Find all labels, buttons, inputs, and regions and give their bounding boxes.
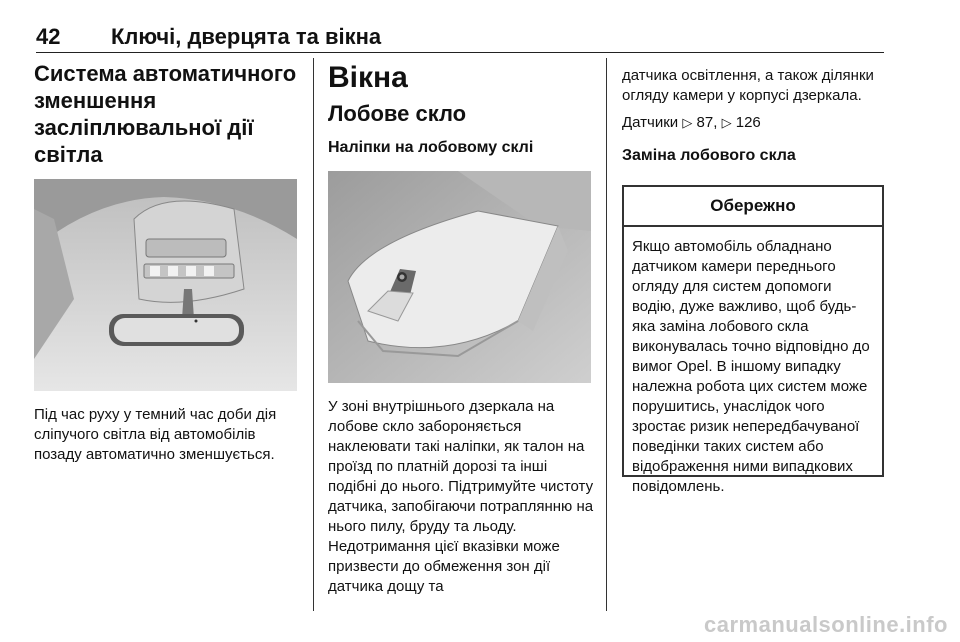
column-divider-2 — [606, 58, 607, 611]
column-2 — [328, 60, 594, 597]
column-3 — [622, 60, 888, 167]
windshield-sensor-illustration — [328, 171, 591, 383]
sensor-continuation-text: датчика освітлення, а також ділянки огляду камери у корпусі дзеркала. — [622, 67, 874, 104]
interior-mirror-illustration — [34, 179, 297, 391]
page-number: 42 — [36, 24, 61, 49]
section-title-antiglare: Система автоматичного зменшення засліплювальної дії світла — [34, 61, 297, 167]
heading-windshield-stickers: Наліпки на лобовому склі — [328, 139, 534, 156]
sticker-warning-text: У зоні внутрішнього дзеркала на лобове скло забороняється наклеювати такі наліпки, як талон на проїзд по платній дорозі та інші подібні до нього. Підтримуйте чистоту датчика, запобігаючи потраплянню на нього пилу, бруду та льоду. Недотримання цієї вказівки може призвести до обмеження зон дії датчика дощу та — [328, 398, 594, 595]
sensors-reference — [622, 113, 888, 133]
chapter-title: Ключі, дверцята та вікна — [111, 24, 382, 49]
watermark: carmanualsonline.info — [704, 612, 948, 637]
caution-text: Якщо автомобіль обладнано датчиком камери переднього огляду для систем допомоги водію, дуже важливо, щоб будь-яка заміна лобового скла виконувалась точно відповідно до вимог Opel. В іншому випадку належна робота цих систем може порушитись, унаслідок чого зростає ризик непередбачуваної поведінки таких систем або відображення ними випадкових повідомлень. — [632, 238, 870, 495]
page-ref-icon: ▷ — [721, 115, 732, 130]
sensors-label: Датчики — [622, 114, 679, 131]
column-1 — [34, 60, 300, 465]
column-divider-1 — [313, 58, 314, 611]
caution-title: Обережно — [624, 187, 882, 227]
page-ref-87[interactable]: 87, — [696, 114, 718, 131]
caution-notice — [622, 185, 884, 495]
heading-windshield-replacement: Заміна лобового скла — [622, 147, 796, 164]
subheading-windshield: Лобове скло — [328, 101, 467, 126]
chapter-heading-windows: Вікна — [328, 61, 408, 94]
header-rule — [36, 52, 884, 53]
page-ref-icon: ▷ — [682, 115, 693, 130]
page-header — [36, 24, 884, 54]
page-ref-126[interactable]: 126 — [735, 114, 761, 131]
antiglare-description: Під час руху у темний час доби дія сліпучого світла від автомобілів позаду автоматично зменшується. — [34, 406, 277, 463]
